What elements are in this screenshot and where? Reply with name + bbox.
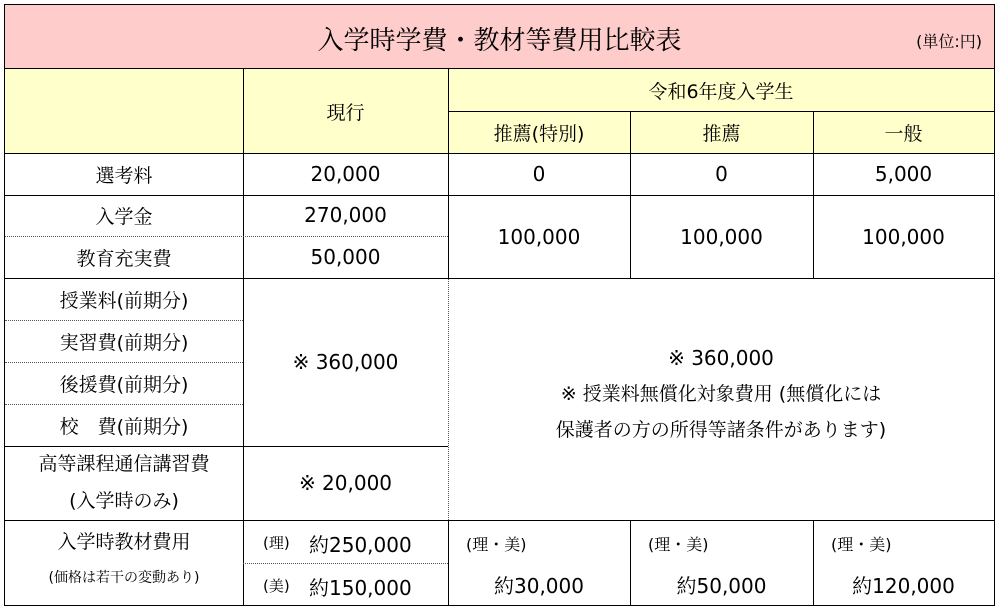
grid-line (448, 111, 994, 112)
table-title: 入学時学費・教材等費用比較表 (317, 26, 682, 56)
materials-label-line2: (価格は若干の変動あり) (48, 570, 200, 586)
row-label-senkoryo: 選考料 (95, 164, 153, 187)
grid-line-dotted (5, 404, 243, 405)
grid-line (5, 278, 994, 279)
grid-line-dotted (5, 236, 448, 237)
header-current: 現行 (326, 101, 365, 124)
grid-line-dotted (5, 362, 243, 363)
materials-value: 約50,000 (676, 574, 767, 598)
combined-ippan: 100,000 (862, 224, 945, 249)
grid-line-dotted (243, 563, 448, 564)
tuition-new-note-line1: ※ 授業料無償化対象費用 (無償化には (560, 383, 882, 405)
materials-tag: (理・美) (466, 535, 527, 554)
header-reiwa6: 令和6年度入学生 (648, 80, 794, 103)
grid-line (813, 520, 814, 606)
grid-line-dotted (448, 278, 449, 520)
koto-label-line2: (入学時のみ) (69, 490, 179, 512)
materials-current-bi (243, 563, 448, 606)
grid-line (243, 69, 244, 606)
materials-value: 約30,000 (494, 574, 584, 598)
materials-bi-tag: (美) (263, 577, 290, 595)
row-label-jisshuhi: 実習費(前期分) (59, 331, 189, 354)
row-label-koenhi: 後援費(前期分) (59, 373, 189, 396)
header-ippan: 一般 (884, 122, 923, 145)
tuition-new-note-line2: 保護者の方の所得等諸条件があります) (555, 419, 887, 441)
grid-line (5, 446, 448, 447)
materials-suisen (630, 520, 813, 606)
materials-current-ri (243, 520, 448, 563)
materials-tag: (理・美) (648, 535, 709, 554)
combined-suisen-tokubetsu: 100,000 (497, 224, 581, 249)
nyugakukin-current: 270,000 (304, 203, 387, 227)
tuition-new-note (448, 340, 994, 448)
row-label-kyoiku-juujitsuhi: 教育充実費 (76, 247, 172, 270)
tuition-new-amount: ※ 360,000 (668, 346, 774, 370)
koto-current: ※ 20,000 (298, 471, 393, 495)
materials-tag: (理・美) (831, 535, 892, 554)
grid-line (5, 153, 994, 154)
row-label-koto-katei (5, 446, 243, 520)
tuition-current: ※ 360,000 (292, 350, 399, 374)
senkoryo-suisen: 0 (715, 162, 728, 186)
row-label-jugyoryo: 授業料(前期分) (59, 289, 189, 312)
materials-ri-tag: (理) (263, 534, 290, 552)
grid-line (5, 195, 994, 196)
title-bar (5, 5, 994, 69)
koto-label-line1: 高等課程通信講習費 (38, 453, 210, 475)
senkoryo-current: 20,000 (310, 162, 381, 186)
row-label-nyugakukin: 入学金 (95, 205, 153, 228)
grid-line (448, 69, 449, 278)
grid-line (5, 520, 994, 521)
materials-suisen-tokubetsu (448, 520, 630, 606)
kyoiku-current: 50,000 (310, 245, 381, 269)
senkoryo-ippan: 5,000 (874, 162, 933, 186)
row-label-kohi: 校 費(前期分) (59, 415, 189, 438)
row-label-materials (5, 520, 243, 606)
unit-label: (単位:円) (916, 32, 982, 51)
senkoryo-suisen-tokubetsu: 0 (532, 162, 546, 186)
header-suisen-tokubetsu: 推薦(特別) (493, 122, 585, 145)
header-suisen: 推薦 (702, 122, 741, 145)
materials-ippan (813, 520, 994, 606)
grid-line (630, 520, 631, 606)
grid-line (448, 520, 449, 606)
materials-bi-value: 約150,000 (309, 576, 412, 600)
grid-line-dotted (5, 320, 243, 321)
materials-label-line1: 入学時教材費用 (57, 531, 191, 553)
materials-value: 約120,000 (852, 574, 955, 598)
materials-ri-value: 約250,000 (309, 533, 412, 557)
combined-suisen: 100,000 (680, 224, 763, 249)
